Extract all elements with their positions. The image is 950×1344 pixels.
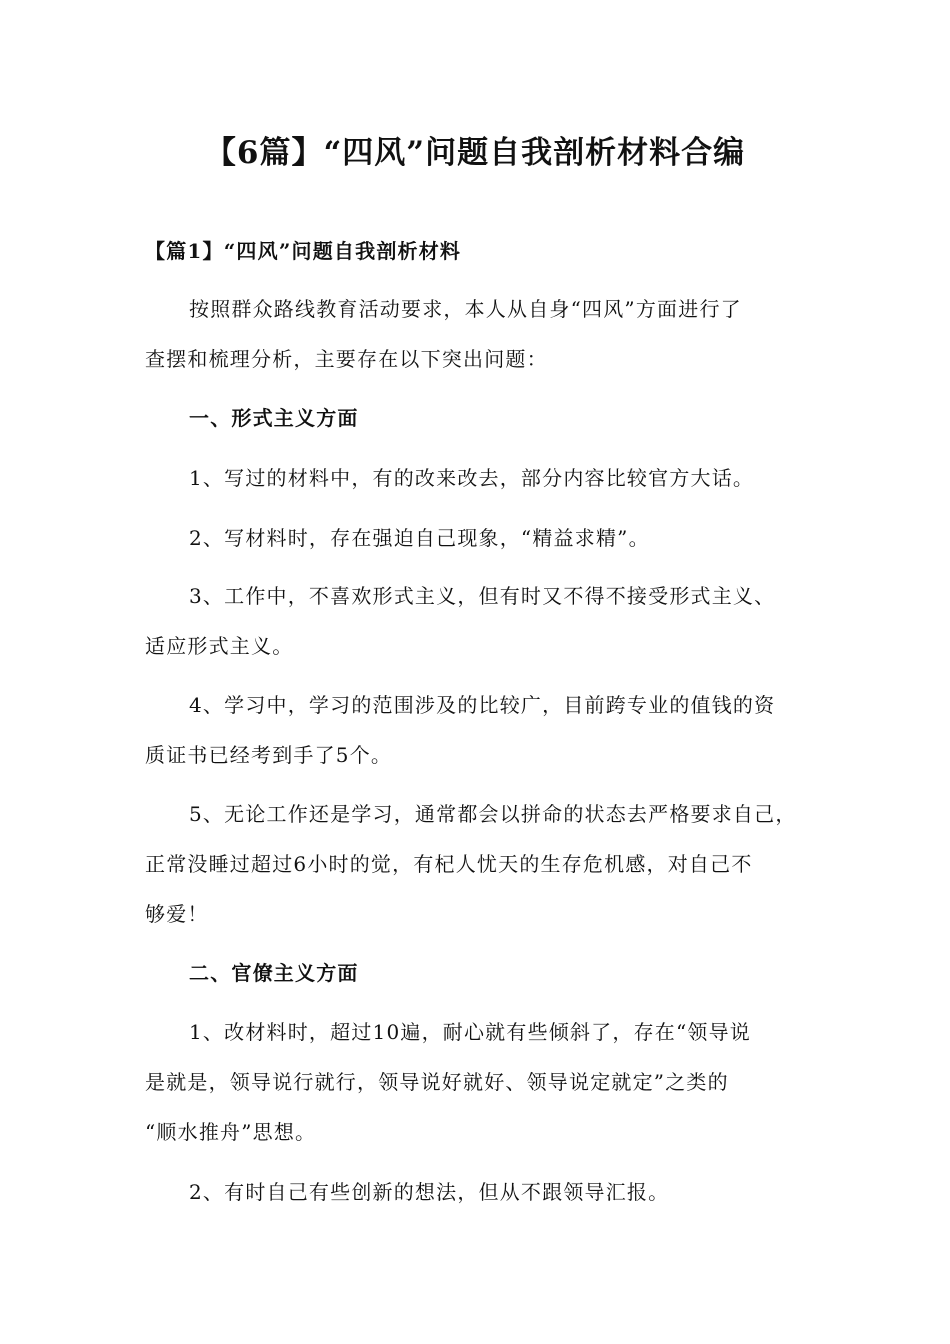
formalism-item-5-line-2: 正常没睡过超过6小时的觉，有杞人忧天的生存危机感，对自己不 [145,852,753,876]
formalism-item-5-line-1: 5、无论工作还是学习，通常都会以拼命的状态去严格要求自己， [189,802,797,826]
intro-line-1: 按照群众路线教育活动要求，本人从自身“四风”方面进行了 [189,297,742,321]
bureaucratism-item-1-line-3: “顺水推舟”思想。 [145,1120,317,1144]
formalism-item-5-line-3: 够爱！ [145,902,209,926]
heading-formalism: 一、形式主义方面 [189,406,359,430]
formalism-item-4-line-1: 4、学习中，学习的范围涉及的比较广，目前跨专业的值钱的资 [189,693,776,717]
intro-line-2: 查摆和梳理分析，主要存在以下突出问题： [145,347,548,371]
formalism-item-3-line-2: 适应形式主义。 [145,634,294,658]
section-title: 【篇1】“四风”问题自我剖析材料 [145,239,462,263]
document-title: 【6篇】“四风”问题自我剖析材料合编 [204,135,746,171]
formalism-item-2: 2、写材料时，存在强迫自己现象，“精益求精”。 [189,526,650,550]
bureaucratism-item-1-line-1: 1、改材料时，超过10遍，耐心就有些倾斜了，存在“领导说 [189,1020,751,1044]
bureaucratism-item-2: 2、有时自己有些创新的想法，但从不跟领导汇报。 [189,1180,670,1204]
formalism-item-3-line-1: 3、工作中，不喜欢形式主义，但有时又不得不接受形式主义、 [189,584,776,608]
formalism-item-4-line-2: 质证书已经考到手了5个。 [145,743,393,767]
formalism-item-1: 1、写过的材料中，有的改来改去，部分内容比较官方大话。 [189,466,755,490]
bureaucratism-item-1-line-2: 是就是，领导说行就行，领导说好就好、领导说定就定”之类的 [145,1070,729,1094]
heading-bureaucratism: 二、官僚主义方面 [189,961,359,985]
